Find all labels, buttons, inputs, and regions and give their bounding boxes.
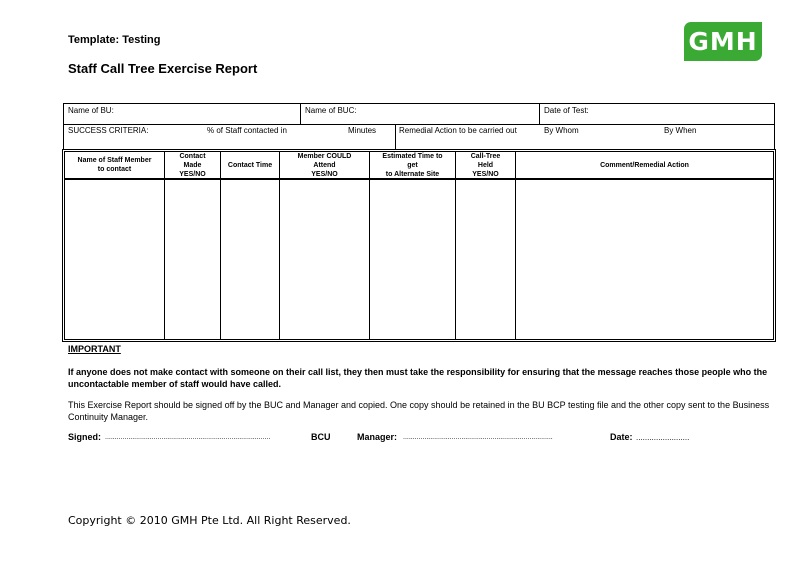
- signed-line[interactable]: .....................................................................................: [105, 434, 271, 441]
- staff-call-table: [62, 149, 776, 342]
- col-header-call-tree-held: Call-Tree Held YES/NO: [470, 153, 501, 178]
- pct-contacted-label: % of Staff contacted in: [207, 126, 287, 135]
- col-header-comment: Comment/Remedial Action: [600, 162, 689, 169]
- remedial-action-label: Remedial Action to be carried out: [399, 126, 517, 135]
- date-label: Date:: [610, 432, 633, 442]
- by-whom-label: By Whom: [544, 126, 579, 135]
- copyright-notice: Copyright © 2010 GMH Pte Ltd. All Right Reserved.: [68, 514, 351, 527]
- signed-label: Signed:: [68, 432, 101, 442]
- manager-label: Manager:: [357, 432, 398, 442]
- form-header: [63, 103, 775, 150]
- signoff-text: This Exercise Report should be signed off by the BUC and Manager and copied. One copy should be retained in the BU BCP testing file and the other copy sent to the Business Continuity Manager.: [68, 400, 770, 422]
- name-of-buc-field[interactable]: Name of BUC:: [305, 106, 357, 115]
- success-criteria-label: SUCCESS CRITERIA:: [68, 126, 149, 135]
- report-title: Staff Call Tree Exercise Report: [68, 61, 258, 76]
- important-heading: IMPORTANT: [68, 344, 121, 354]
- col-header-estimated-time: Estimated Time to get to Alternate Site: [382, 153, 443, 178]
- name-of-bu-field[interactable]: Name of BU:: [68, 106, 114, 115]
- minutes-label: Minutes: [348, 126, 377, 135]
- gmh-logo: GMH: [684, 22, 762, 61]
- important-text: If anyone does not make contact with someone on their call list, they then must take the responsibility for ensuring that the message reaches those people who the uncontactable member of staff would have called.: [68, 367, 768, 389]
- template-label: Template: Testing: [68, 34, 161, 46]
- col-header-contact-made: Contact Made YES/NO: [179, 153, 206, 178]
- bcu-label: BCU: [311, 432, 331, 442]
- by-when-label: By When: [664, 126, 697, 135]
- col-header-contact-time: Contact Time: [227, 162, 273, 169]
- date-of-test-field[interactable]: Date of Test:: [544, 106, 589, 115]
- date-line[interactable]: ........................: [636, 433, 690, 442]
- col-header-member-could-attend: Member COULD Attend YES/NO: [297, 153, 352, 178]
- manager-line[interactable]: .............................................................................: [403, 434, 553, 441]
- col-header-staff-name: Name of Staff Member to contact: [77, 157, 152, 173]
